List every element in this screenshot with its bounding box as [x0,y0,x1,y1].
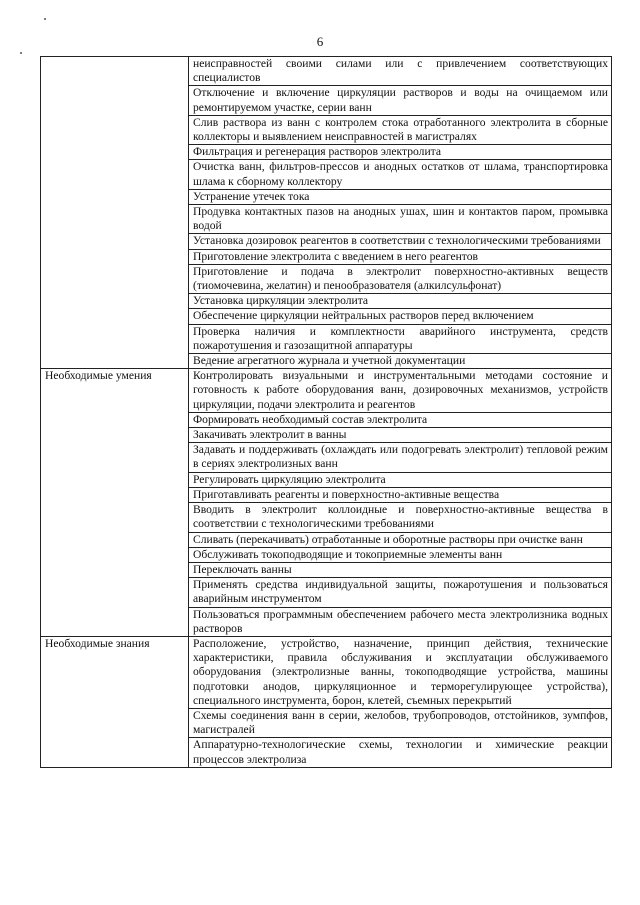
table-cell-item: Фильтрация и регенерация растворов электролита [189,145,612,160]
table-cell-item: Приготавливать реагенты и поверхностно-активные вещества [189,487,612,502]
table-row [41,57,612,86]
scan-speck [20,52,22,54]
table-cell-item: Закачивать электролит в ванны [189,428,612,443]
table-cell-item: Регулировать циркуляцию электролита [189,472,612,487]
competency-table [40,56,612,768]
scan-speck [44,18,46,20]
table-cell-item: Очистка ванн, фильтров-прессов и анодных остатков от шлама, транспортировка шлама к сборному коллектору [189,160,612,189]
table-cell-item: Контролировать визуальными и инструментальными методами состояние и готовность к работе оборудования ванн, дозировочных механизмов, устройств циркуляции, подачи электролита и реагентов [189,369,612,413]
competency-table-body [41,57,612,768]
table-cell-item: Проверка наличия и комплектности аварийного инструмента, средств пожаротушения и газозащитной аппаратуры [189,324,612,353]
table-cell-item: Устранение утечек тока [189,189,612,204]
section-label: Необходимые знания [41,636,189,767]
table-cell-item: неисправностей своими силами или с привлечением соответствующих специалистов [189,57,612,86]
table-row [41,636,612,708]
table-cell-item: Формировать необходимый состав электролита [189,412,612,427]
table-cell-item: Сливать (перекачивать) отработанные и оборотные растворы при очистке ванн [189,532,612,547]
table-cell-item: Отключение и включение циркуляции растворов и воды на очищаемом или ремонтируемом участке, серии ванн [189,86,612,115]
section-label [41,57,189,369]
table-cell-item: Применять средства индивидуальной защиты, пожаротушения и пользоваться аварийным инструментом [189,578,612,607]
table-cell-item: Приготовление электролита с введением в него реагентов [189,249,612,264]
table-cell-item: Установка дозировок реагентов в соответствии с технологическими требованиями [189,234,612,249]
table-cell-item: Схемы соединения ванн в серии, желобов, трубопроводов, отстойников, зумпфов, магистралей [189,708,612,737]
table-cell-item: Задавать и поддерживать (охлаждать или подогревать электролит) тепловой режим в сериях электролизных ванн [189,443,612,472]
table-cell-item: Расположение, устройство, назначение, принцип действия, технические характеристики, правила обслуживания и эксплуатации обслуживаемого оборудования (электролизные ванны, токоподводящие устройства, машины подготовки анодов, циркуляционное и терморегулирующее устройства), специального инструмента, борон, клетей, съемных перекрытий [189,636,612,708]
table-cell-item: Аппаратурно-технологические схемы, технологии и химические реакции процессов электролиза [189,738,612,767]
table-row [41,369,612,413]
table-cell-item: Продувка контактных пазов на анодных ушах, шин и контактов паром, промывка водой [189,205,612,234]
table-cell-item: Обслуживать токоподводящие и токоприемные элементы ванн [189,547,612,562]
table-cell-item: Вводить в электролит коллоидные и поверхностно-активные вещества в соответствии с технологическими требованиями [189,503,612,532]
table-cell-item: Установка циркуляции электролита [189,294,612,309]
page-number: 6 [316,34,324,49]
table-cell-item: Пользоваться программным обеспечением рабочего места электролизника водных растворов [189,607,612,636]
table-cell-item: Ведение агрегатного журнала и учетной документации [189,354,612,369]
table-cell-item: Слив раствора из ванн с контролем стока отработанного электролита в сборные коллекторы и выявлением неисправностей в магистралях [189,115,612,144]
table-cell-item: Переключать ванны [189,562,612,577]
table-cell-item: Обеспечение циркуляции нейтральных растворов перед включением [189,309,612,324]
section-label: Необходимые умения [41,369,189,637]
table-cell-item: Приготовление и подача в электролит поверхностно-активных веществ (тиомочевина, желатин) и пенообразователя (алкилсульфонат) [189,264,612,293]
